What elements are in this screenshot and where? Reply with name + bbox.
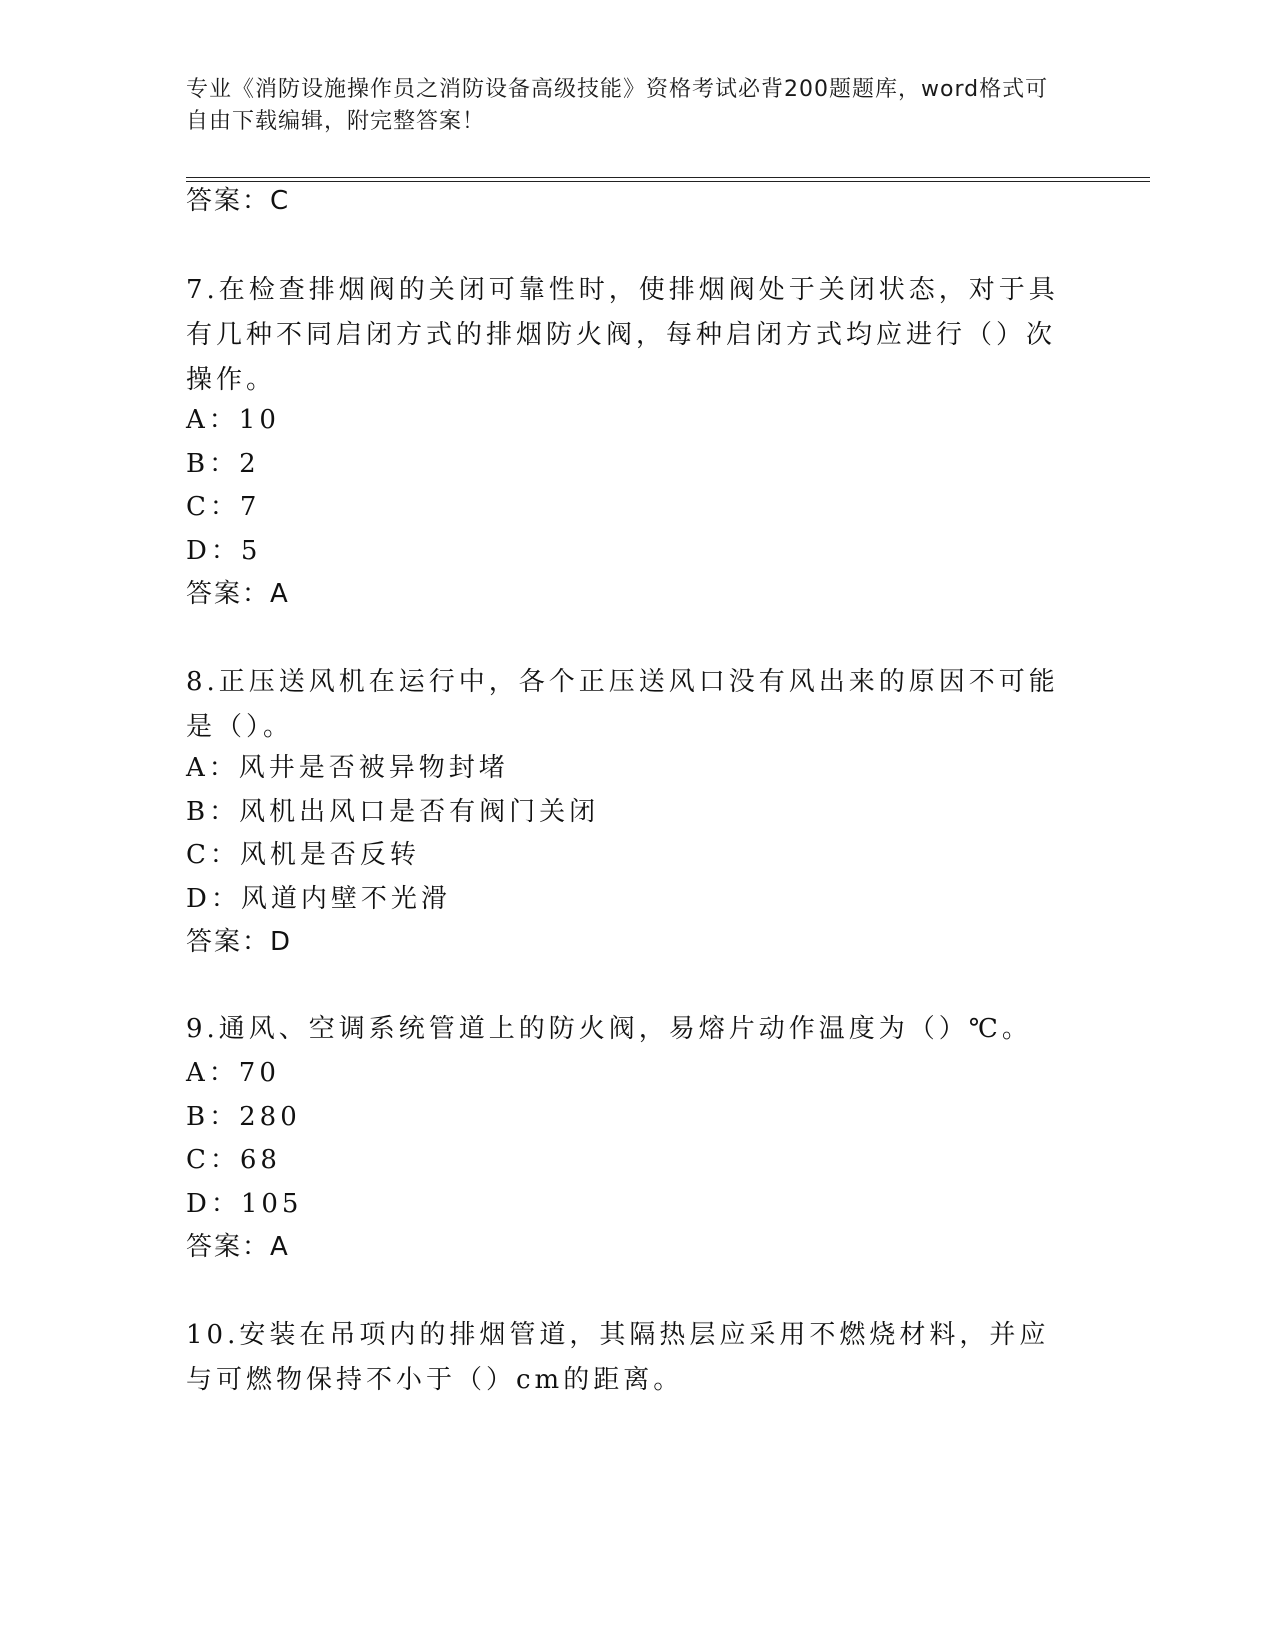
option-c: C：风机是否反转 — [186, 840, 420, 870]
question-stem-7: 7.在检查排烟阀的关闭可靠性时，使排烟阀处于关闭状态，对于具有几种不同启闭方式的排烟防火阀，每种启闭方式均应进行（）次操作。 — [186, 275, 1059, 395]
answer-value: D — [270, 927, 293, 957]
answer-value: A — [270, 579, 290, 609]
answer-label: 答案： — [186, 927, 271, 957]
option-c: C：7 — [186, 492, 261, 522]
question-stem-8: 8.正压送风机在运行中，各个正压送风口没有风出来的原因不可能是（）。 — [186, 667, 1059, 742]
option-b: B：风机出风口是否有阀门关闭 — [186, 797, 600, 827]
prev-answer — [186, 184, 290, 218]
question-answer-7 — [186, 577, 290, 611]
answer-label: 答案： — [186, 579, 271, 609]
answer-label: 答案： — [186, 186, 271, 216]
option-b: B：2 — [186, 449, 260, 479]
question-answer-8 — [186, 925, 292, 959]
question-stem-9: 9.通风、空调系统管道上的防火阀，易熔片动作温度为（）℃。 — [186, 1014, 1032, 1044]
document-header: 专业《消防设施操作员之消防设备高级技能》资格考试必背200题题库，word格式可自由下载编辑，附完整答案！ — [186, 77, 1049, 134]
option-a: A：风井是否被异物封堵 — [186, 753, 509, 783]
option-b: B：280 — [186, 1102, 301, 1132]
answer-label: 答案： — [186, 1232, 271, 1262]
header-divider-double — [186, 181, 1150, 182]
header-divider — [186, 177, 1150, 178]
option-d: D：5 — [186, 536, 262, 566]
answer-value: C — [270, 186, 291, 216]
answer-value: A — [270, 1232, 290, 1262]
option-a: A：10 — [186, 405, 280, 435]
option-c: C：68 — [186, 1145, 281, 1175]
option-d: D：风道内壁不光滑 — [186, 884, 451, 914]
question-answer-9 — [186, 1230, 290, 1264]
option-d: D：105 — [186, 1189, 303, 1219]
option-a: A：70 — [186, 1058, 280, 1088]
question-stem-10: 10.安装在吊项内的排烟管道，其隔热层应采用不燃烧材料，并应与可燃物保持不小于（）cm的距离。 — [186, 1320, 1050, 1395]
